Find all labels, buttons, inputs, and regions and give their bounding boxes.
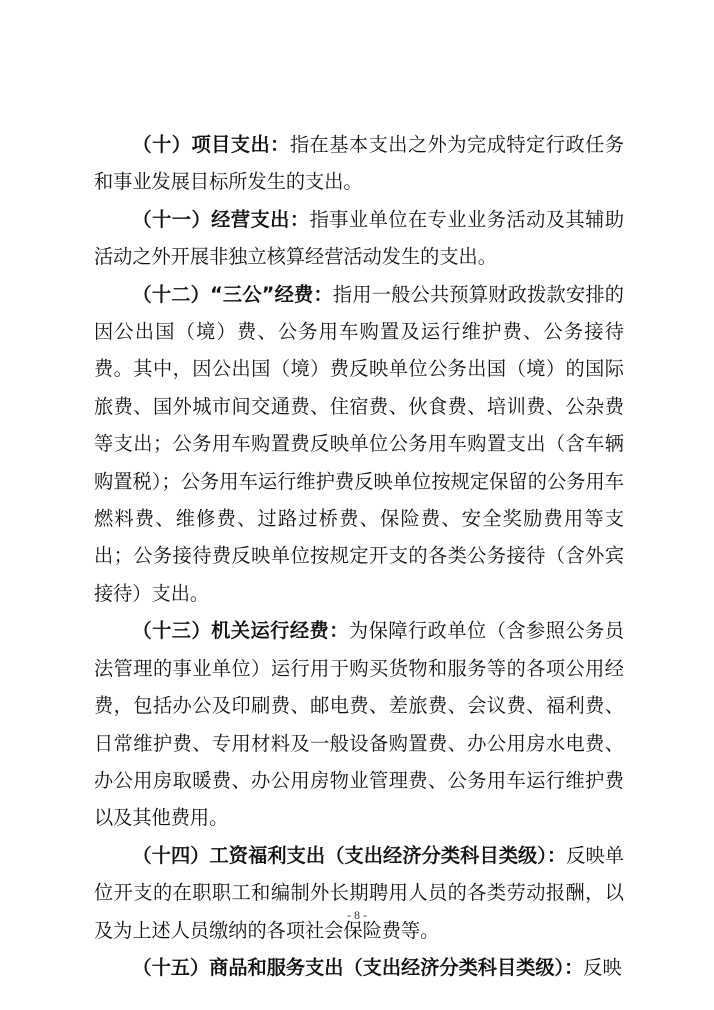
paragraph-text: 指在基本支出之外为完成特定行政任务和事业发展目标所发生的支出。 bbox=[94, 133, 625, 194]
paragraph-item-12 bbox=[94, 276, 624, 613]
paragraph-text: 指事业单位在专业业务活动及其辅助活动之外开展非独立核算经营活动发生的支出。 bbox=[94, 207, 625, 269]
paragraph-text: 指用一般公共预算财政拨款安排的因公出国（境）费、公务用车购置及运行维护费、公务接待费。其中，因公出国（境）费反映单位公务出国（境）的国际旅费、国外城市间交通费、住宿费、伙食费、培训费、公杂费等支出；公务用车购置费反映单位公务用车购置支出（含车辆购置税）；公务用车运行维护费反映单位按规定保留的公务用车燃料费、维修费、过路过桥费、保险费、安全奖励费用等支出；公务接待费反映单位按规定开支的各类公务接待（含外宾接待）支出。 bbox=[94, 282, 624, 605]
paragraph-text: 反映 bbox=[583, 955, 622, 979]
document-body bbox=[94, 126, 624, 986]
paragraph-term: （十三）机关运行经费： bbox=[132, 619, 349, 643]
paragraph-term: （十五）商品和服务支出（支出经济分类科目类级）： bbox=[132, 955, 584, 979]
paragraph-item-14 bbox=[94, 837, 624, 949]
paragraph-term: （十四）工资福利支出（支出经济分类科目类级）： bbox=[132, 843, 567, 867]
paragraph-item-11 bbox=[94, 201, 624, 276]
paragraph-item-10 bbox=[94, 126, 624, 201]
paragraph-item-13 bbox=[94, 612, 624, 836]
paragraph-term: （十二）“三公”经费： bbox=[132, 282, 333, 306]
paragraph-item-15 bbox=[94, 949, 624, 986]
paragraph-text: 反映单位开支的在职职工和编制外长期聘用人员的各类劳动报酬，以及为上述人员缴纳的各项社会保险费等。 bbox=[94, 843, 624, 942]
page-number: - 8 - bbox=[347, 908, 367, 922]
paragraph-term: （十）项目支出： bbox=[132, 133, 290, 156]
paragraph-term: （十一）经营支出： bbox=[132, 207, 310, 231]
paragraph-text: 为保障行政单位（含参照公务员法管理的事业单位）运行用于购买货物和服务等的各项公用经费，包括办公及印刷费、邮电费、差旅费、会议费、福利费、日常维护费、专用材料及一般设备购置费、办公用房水电费、办公用房取暖费、办公用房物业管理费、公务用车运行维护费以及其他费用。 bbox=[94, 619, 625, 830]
